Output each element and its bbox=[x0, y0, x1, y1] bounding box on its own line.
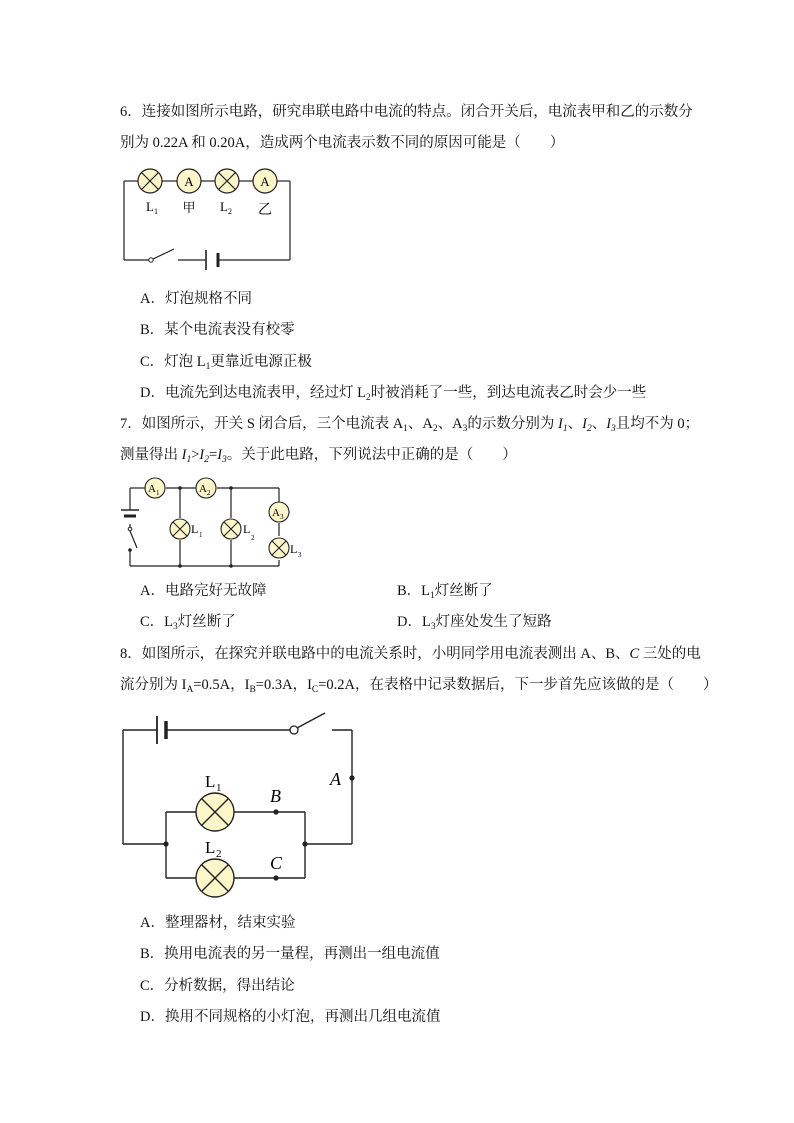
q7-lamp-l1 bbox=[170, 519, 190, 539]
q7-lamp-l2 bbox=[221, 519, 241, 539]
q6-series-circuit-figure bbox=[118, 166, 298, 276]
q6-option-c[interactable]: C．灯泡 $L_1$更靠近电源正极 bbox=[140, 354, 312, 372]
q7-option-d[interactable]: D．$L_3$灯座处发生了短路 bbox=[397, 614, 552, 632]
q7-stem-line-1: 7．如图所示，开关 S 闭合后，三个电流表 $A_1$、$A_2$、$A_3$的示数分别为 $I_1$、$I_2$、$I_3$且均不为 0； bbox=[120, 416, 700, 434]
q8-lamp-l1 bbox=[196, 793, 234, 831]
svg-text:A: A bbox=[199, 483, 207, 495]
q6-lamp-l1 bbox=[138, 169, 162, 193]
q6-option-a[interactable]: A．灯泡规格不同 bbox=[140, 291, 252, 307]
q6-stem-line-2: 别为 0.22A 和 0.20A，造成两个电流表示数不同的原因可能是（ ） bbox=[120, 135, 565, 151]
q8-point-b-label: B bbox=[270, 786, 281, 806]
q7-option-a[interactable]: A．电路完好无故障 bbox=[140, 583, 267, 599]
q8-parallel-circuit-figure bbox=[118, 705, 363, 900]
q6-lamp-l2-sub: 2 bbox=[228, 207, 232, 216]
svg-text:A: A bbox=[148, 483, 156, 495]
svg-text:L: L bbox=[243, 522, 251, 536]
q6-lamp-l1-label: L bbox=[146, 199, 154, 214]
q8-stem-line-1: 8．如图所示，在探究并联电路中的电流关系时，小明同学用电流表测出 A、B、C 三处的电 bbox=[120, 646, 701, 662]
q8-option-b[interactable]: B．换用电流表的另一量程，再测出一组电流值 bbox=[140, 946, 440, 962]
q6-option-d[interactable]: D．电流先到达电流表甲，经过灯 $L_2$时被消耗了一些，到达电流表乙时会少一些 bbox=[140, 385, 647, 403]
svg-text:1: 1 bbox=[156, 489, 160, 497]
svg-text:2: 2 bbox=[216, 848, 222, 860]
q6-ammeter-jia-symbol: A bbox=[184, 174, 194, 189]
q8-point-a-label: A bbox=[330, 769, 341, 789]
q7-parallel-circuit-figure bbox=[118, 474, 308, 574]
q8-point-b-dot bbox=[273, 809, 278, 814]
svg-text:L: L bbox=[191, 522, 199, 536]
q7-option-c[interactable]: C．$L_3$灯丝断了 bbox=[140, 614, 236, 632]
q8-option-c[interactable]: C．分析数据，得出结论 bbox=[140, 978, 295, 994]
q6-stem-line-1: 6．连接如图所示电路，研究串联电路中电流的特点。闭合开关后，电流表甲和乙的示数分 bbox=[120, 104, 693, 120]
svg-text:2: 2 bbox=[207, 489, 211, 497]
svg-text:3: 3 bbox=[298, 551, 302, 559]
q6-lamp-l2-label: L bbox=[220, 199, 228, 214]
q6-lamp-l2 bbox=[215, 169, 239, 193]
q7-option-b[interactable]: B．$L_1$灯丝断了 bbox=[397, 583, 493, 601]
q8-point-c-label: C bbox=[270, 853, 283, 873]
svg-text:1: 1 bbox=[199, 531, 203, 539]
q8-stem-line-2: 流分别为 $I_A=0.5A$，$I_B=0.3A$，$I_C=0.2A$，在表格中记录数据后，下一步首先应该做的是（ ） bbox=[120, 677, 718, 695]
q6-ammeter-jia-name: 甲 bbox=[182, 200, 196, 215]
svg-text:L: L bbox=[205, 772, 216, 791]
q7-stem-line-2: 测量得出 $I_1>I_2=I_3$。关于此电路，下列说法中正确的是（ ） bbox=[120, 447, 517, 465]
svg-text:1: 1 bbox=[216, 782, 222, 794]
svg-text:A: A bbox=[272, 507, 280, 519]
q8-option-d[interactable]: D．换用不同规格的小灯泡，再测出几组电流值 bbox=[140, 1009, 441, 1025]
q8-option-a[interactable]: A．整理器材，结束实验 bbox=[140, 915, 296, 931]
svg-text:2: 2 bbox=[251, 534, 255, 542]
q6-lamp-l1-sub: 1 bbox=[154, 207, 158, 216]
q6-ammeter-yi-name: 乙 bbox=[258, 203, 272, 218]
q8-point-c-dot bbox=[273, 875, 278, 880]
svg-text:L: L bbox=[290, 542, 298, 556]
q8-point-a-dot bbox=[349, 775, 354, 780]
svg-text:L: L bbox=[205, 838, 216, 857]
q6-option-b[interactable]: B．某个电流表没有校零 bbox=[140, 322, 295, 338]
q7-lamp-l3 bbox=[269, 538, 289, 558]
q8-lamp-l2 bbox=[196, 859, 234, 897]
q6-ammeter-yi-symbol: A bbox=[260, 174, 270, 189]
svg-text:3: 3 bbox=[280, 513, 284, 521]
